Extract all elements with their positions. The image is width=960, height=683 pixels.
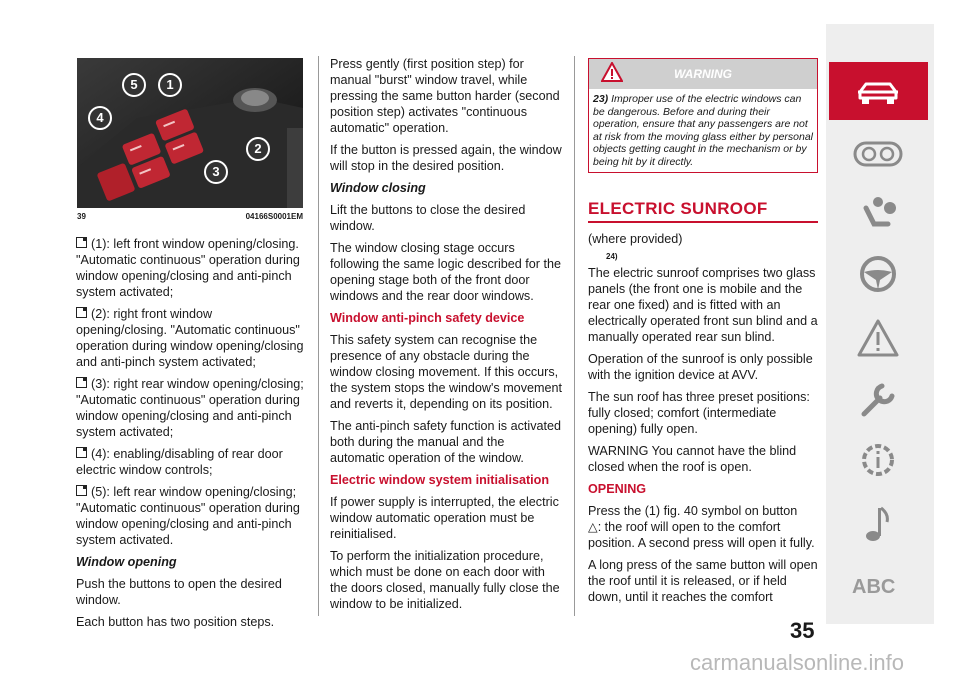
warning-title: WARNING — [674, 67, 732, 81]
list-item: (2): right front window opening/closing. "Automatic continuous" operation during window opening/closing and anti-pinch system activated; — [76, 307, 304, 369]
paragraph: If the button is pressed again, the window will stop in the desired position. — [330, 143, 562, 173]
callout-3: 3 — [204, 160, 228, 184]
column-3 — [588, 58, 818, 611]
list-item: (1): left front window opening/closing. "Automatic continuous" operation during window opening/closing and anti-pinch system activated; — [76, 237, 300, 299]
steering-wheel-icon[interactable] — [850, 254, 906, 294]
reference-mark: 24) — [606, 252, 618, 261]
section-title: ELECTRIC SUNROOF — [588, 199, 768, 218]
list-item: (4): enabling/disabling of rear door electric window controls; — [76, 447, 283, 477]
list-item: (3): right rear window opening/closing; "Automatic continuous" operation during window opening/closing and anti-pinch system activated; — [76, 377, 304, 439]
paragraph: The window closing stage occurs following the same logic described for the opening stage both of the front door windows and the rear door windows. — [330, 241, 562, 303]
warning-number: 23) — [593, 93, 609, 105]
paragraph: The electric sunroof comprises two glass panels (the front one is mobile and the rear one fixed) and is fitted with an electrically operated front sun blind and a manually operated rear sun blind. — [588, 266, 818, 344]
seat-airbag-icon[interactable] — [850, 194, 906, 234]
column-1 — [76, 236, 306, 636]
callout-5: 5 — [122, 73, 146, 97]
warning-header — [589, 59, 817, 89]
paragraph: WARNING You cannot have the blind closed when the roof is open. — [588, 444, 797, 474]
callout-4: 4 — [88, 106, 112, 130]
warning-text: 23) Improper use of the electric windows can be dangerous. Before and during their operation, ensure that any passengers are not at risk from the moving glass either by personal objects getting caught in the mechanism or by being hit by it directly. — [593, 93, 814, 168]
paragraph: Press the (1) fig. 40 symbol on button △: the roof will open to the comfort position. A second press will open it fully. — [588, 504, 815, 550]
warning-triangle-icon — [601, 62, 623, 93]
column-divider — [574, 56, 575, 616]
watermark: carmanualsonline.info — [690, 650, 905, 675]
bullet-icon — [76, 377, 87, 388]
gear-info-icon[interactable] — [850, 440, 906, 480]
paragraph: Operation of the sunroof is only possible with the ignition device at AVV. — [588, 352, 813, 382]
paragraph: This safety system can recognise the presence of any obstacle during the window closing movement. If this occurs, the system stops the window's movement and reverts it, depending on its position. — [330, 333, 562, 411]
paragraph: To perform the initialization procedure, which must be done on each door with the doors closed, manually fully close the window to be initialized. — [330, 549, 560, 611]
paragraph: The anti-pinch safety function is activated both during the manual and the automatic operation of the window. — [330, 419, 562, 465]
dashboard-gauges-icon[interactable] — [850, 134, 906, 174]
window-opening-heading: Window opening — [76, 555, 177, 569]
warning-box — [588, 58, 818, 173]
section-rule — [588, 221, 818, 223]
initialisation-heading: Electric window system initialisation — [330, 473, 550, 487]
opening-heading: OPENING — [588, 482, 647, 496]
wrench-icon[interactable] — [850, 380, 906, 420]
sunroof-open-icon: △ — [588, 520, 598, 534]
paragraph: A long press of the same button will open the roof until it is released, or if held down, until it reaches the comfort — [588, 558, 818, 604]
where-provided: (where provided) — [588, 232, 683, 246]
window-switch-photo — [77, 58, 303, 208]
list-item: (5): left rear window opening/closing; "Automatic continuous" operation during window opening/closing and anti-pinch system activated. — [76, 485, 300, 547]
car-icon[interactable] — [850, 72, 906, 112]
page-number: 35 — [790, 618, 815, 643]
callout-1: 1 — [158, 73, 182, 97]
figure-number: 39 — [77, 212, 86, 221]
figure-code: 04166S0001EM — [245, 212, 303, 221]
column-divider — [318, 56, 319, 616]
bullet-icon — [76, 447, 87, 458]
antipinch-heading: Window anti-pinch safety device — [330, 311, 525, 325]
bullet-icon — [76, 237, 87, 248]
bullet-icon — [76, 307, 87, 318]
paragraph: Lift the buttons to close the desired window. — [330, 203, 526, 233]
paragraph: The sun roof has three preset positions: fully closed; comfort (intermediate opening) fully open. — [588, 390, 810, 436]
music-note-icon[interactable] — [850, 504, 906, 544]
paragraph: If power supply is interrupted, the electric window automatic operation must be reinitialised. — [330, 495, 559, 541]
window-closing-heading: Window closing — [330, 181, 426, 195]
callout-2: 2 — [246, 137, 270, 161]
column-2 — [330, 56, 562, 618]
warning-triangle-icon[interactable] — [850, 318, 906, 358]
paragraph: Press gently (first position step) for manual "burst" window travel, while pressing the same button harder (second position step) activates "continuous automatic" operation. — [330, 57, 560, 135]
sidebar-abc-index[interactable]: ABC — [852, 576, 896, 598]
bullet-icon — [76, 485, 87, 496]
figure-caption — [77, 212, 303, 221]
paragraph: Each button has two position steps. — [76, 615, 275, 629]
paragraph: Push the buttons to open the desired window. — [76, 577, 282, 607]
